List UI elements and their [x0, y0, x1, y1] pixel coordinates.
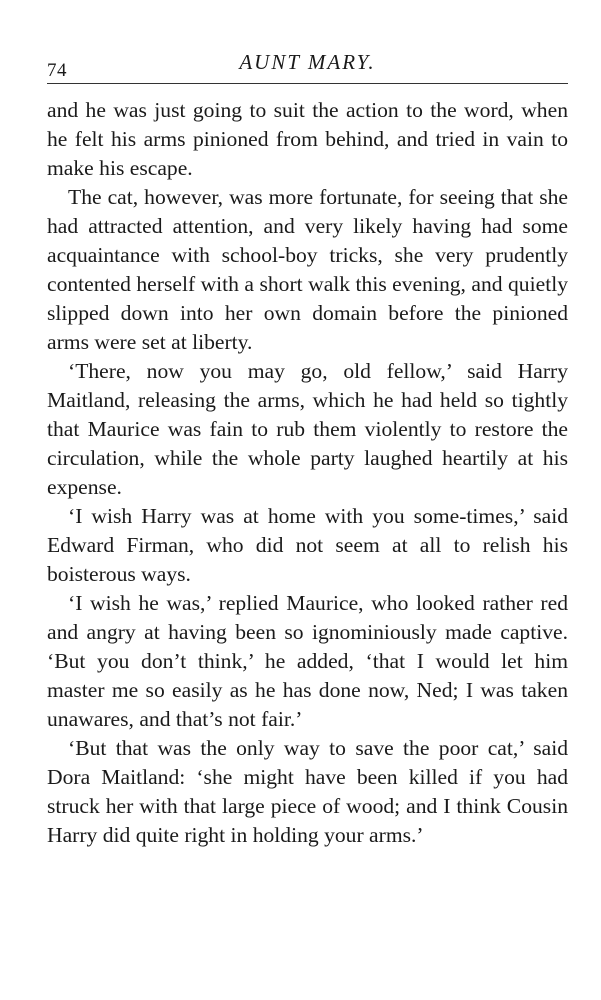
header-rule	[47, 83, 568, 84]
paragraph: The cat, however, was more fortunate, for seeing that she had attracted attention, and very likely having had some acquaintance with school-boy tricks, she very prudently contented herself with a short walk this evening, and quietly slipped down into her own domain before the pinioned arms were set at liberty.	[47, 185, 568, 354]
paragraph: and he was just going to suit the action to the word, when he felt his arms pinioned from behind, and tried in vain to make his escape.	[47, 98, 568, 180]
page-number: 74	[47, 60, 67, 81]
paragraph: ‘But that was the only way to save the poor cat,’ said Dora Maitland: ‘she might have been killed if you had struck her with that large piece of wood; and I think Cousin Harry did quite right in holding your arms.’	[47, 736, 568, 847]
book-page	[47, 50, 568, 850]
running-title: AUNT MARY.	[239, 50, 376, 74]
running-head	[47, 50, 568, 84]
paragraph: ‘I wish Harry was at home with you some-times,’ said Edward Firman, who did not seem at all to relish his boisterous ways.	[47, 504, 568, 586]
body-text	[47, 96, 568, 850]
paragraph: ‘I wish he was,’ replied Maurice, who looked rather red and angry at having been so ignominiously made captive. ‘But you don’t think,’ he added, ‘that I would let him master me so easily as he has done now, Ned; I was taken unawares, and that’s not fair.’	[47, 591, 568, 731]
paragraph: ‘There, now you may go, old fellow,’ said Harry Maitland, releasing the arms, which he had held so tightly that Maurice was fain to rub them violently to restore the circulation, while the whole party laughed heartily at his expense.	[47, 359, 568, 499]
